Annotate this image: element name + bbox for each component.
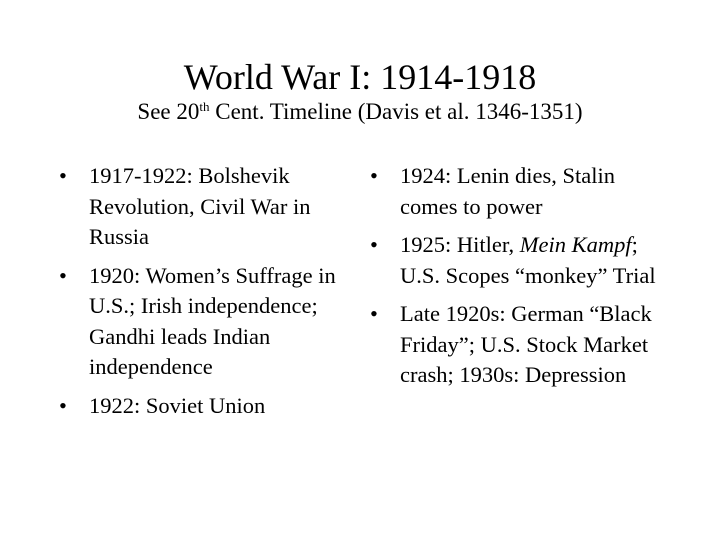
left-bullet-list	[59, 161, 349, 429]
bullet-text: 1922: Soviet Union	[89, 392, 266, 418]
bullet-icon: •	[59, 163, 67, 188]
subtitle-suffix: Cent. Timeline (Davis et al. 1346-1351)	[209, 99, 583, 124]
book-title-italic: Mein Kampf	[519, 232, 632, 257]
title-block	[0, 55, 720, 127]
slide-title: World War I: 1914-1918	[183, 57, 537, 97]
bullet-icon: •	[370, 232, 378, 257]
list-item	[370, 161, 660, 222]
list-item	[59, 391, 349, 422]
right-bullet-list	[370, 161, 660, 399]
bullet-text-before: 1925: Hitler,	[400, 232, 520, 257]
bullet-text: Late 1920s: German “Black Friday”; U.S. Stock Market crash; 1930s: Depression	[400, 301, 652, 387]
bullet-icon: •	[370, 163, 378, 188]
list-item	[370, 230, 660, 291]
bullet-text: 1920: Women’s Suffrage in U.S.; Irish independence; Gandhi leads Indian independence	[89, 262, 336, 379]
subtitle-superscript: th	[199, 99, 210, 115]
list-item	[370, 299, 660, 391]
list-item	[59, 161, 349, 253]
list-item	[59, 261, 349, 383]
bullet-icon: •	[370, 301, 378, 326]
bullet-text	[400, 232, 656, 288]
bullet-text: 1917-1922: Bolshevik Revolution, Civil War in Russia	[89, 163, 311, 249]
bullet-text-after: ; U.S. Scopes “monkey” Trial	[400, 232, 656, 288]
bullet-icon: •	[59, 262, 67, 288]
slide-subtitle	[0, 97, 720, 127]
bullet-text: 1924: Lenin dies, Stalin comes to power	[400, 163, 615, 219]
subtitle-prefix: See 20	[137, 99, 200, 124]
bullet-icon: •	[59, 392, 67, 418]
